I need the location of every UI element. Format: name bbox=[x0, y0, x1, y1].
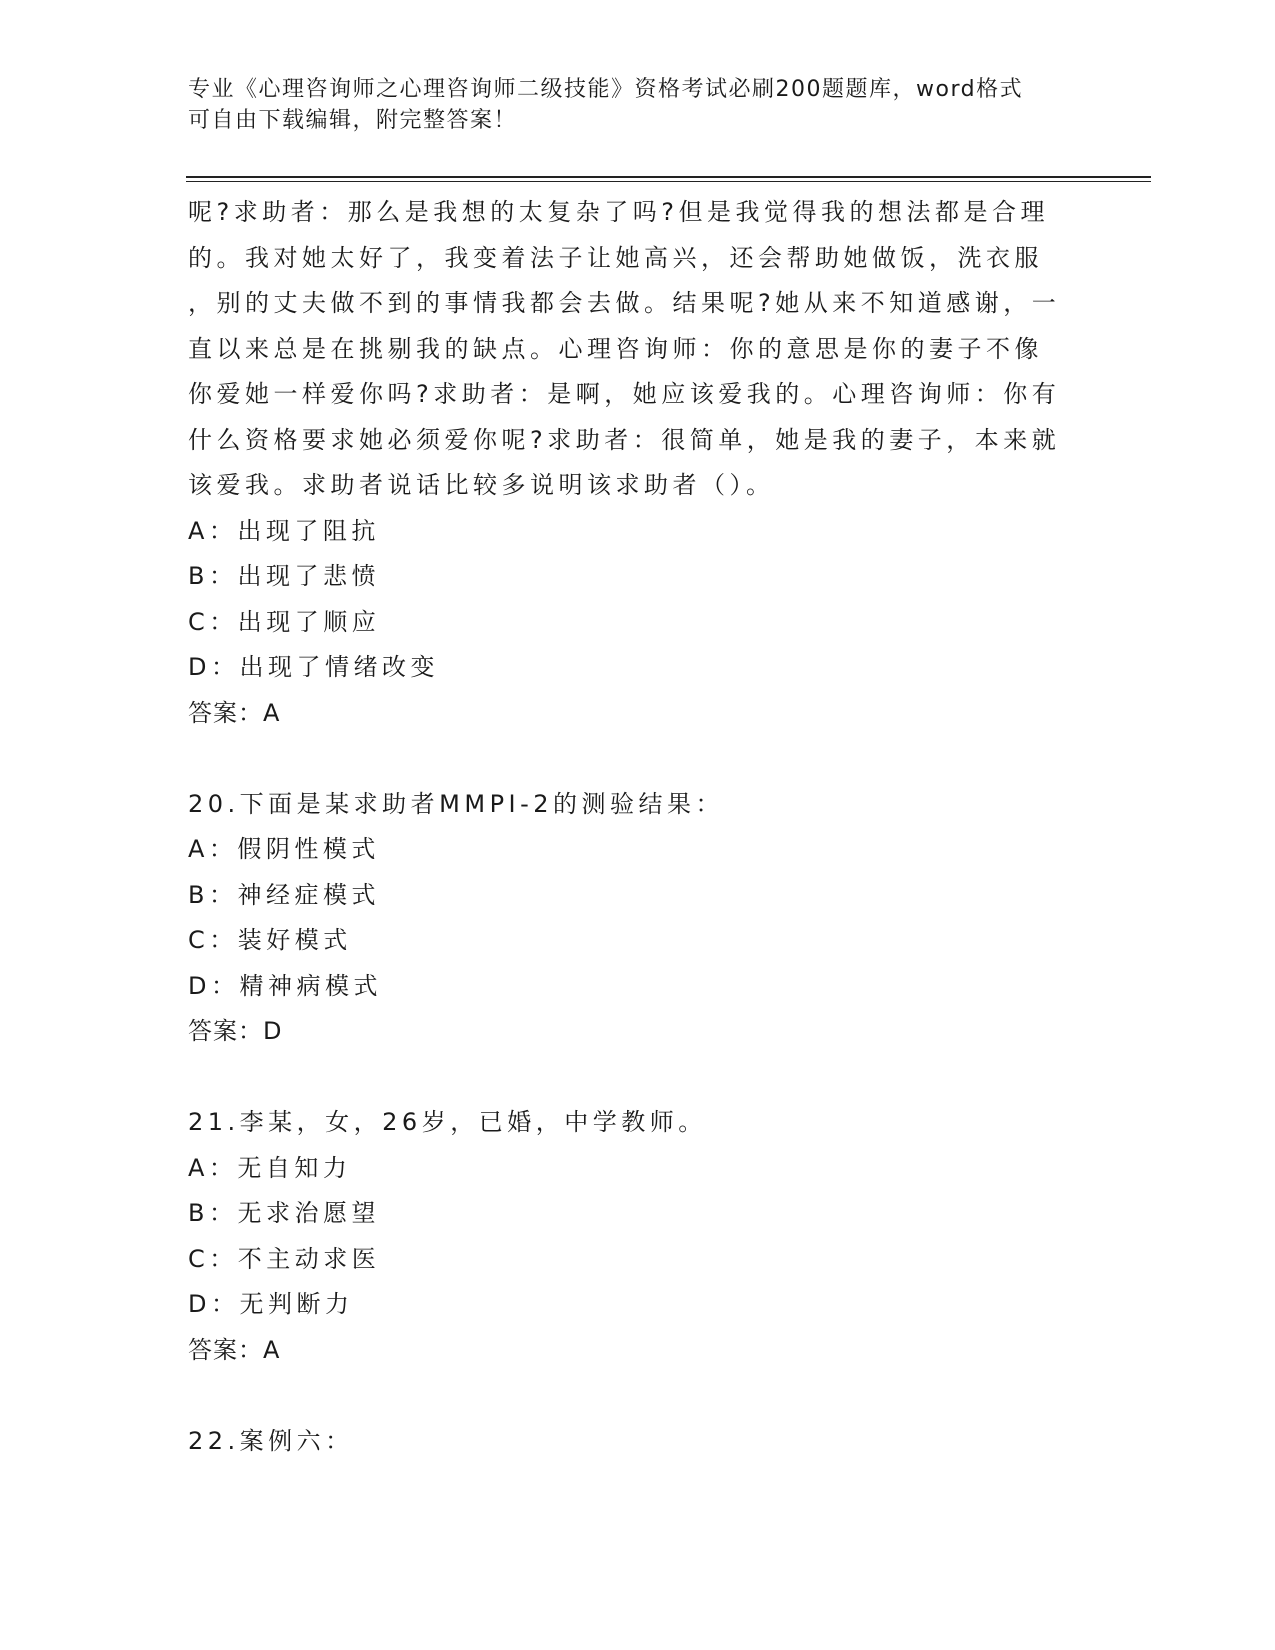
question-text-line: 呢?求助者：那么是我想的太复杂了吗?但是我觉得我的想法都是合理 bbox=[188, 198, 1049, 226]
question-separator bbox=[188, 1055, 1078, 1101]
option-a: A：假阴性模式 bbox=[188, 835, 380, 863]
question-text-line: 的。我对她太好了，我变着法子让她高兴，还会帮助她做饭，洗衣服 bbox=[188, 243, 1043, 272]
question-separator bbox=[188, 1373, 1078, 1419]
question-stem: 20.下面是某求助者MMPI-2的测验结果： bbox=[188, 789, 725, 818]
option-b: B：出现了悲愤 bbox=[188, 562, 380, 590]
option-a: A：出现了阻抗 bbox=[188, 516, 380, 545]
question-separator bbox=[188, 736, 1078, 782]
document-body bbox=[188, 190, 1078, 1464]
option-c: C：不主动求医 bbox=[188, 1244, 381, 1273]
header-title-line-2: 可自由下载编辑，附完整答案！ bbox=[188, 108, 518, 133]
option-d: D：出现了情绪改变 bbox=[188, 653, 439, 681]
question-text-line: 该爱我。求助者说话比较多说明该求助者（）。 bbox=[188, 471, 775, 499]
question-text-line: 什么资格要求她必须爱你呢?求助者：很简单，她是我的妻子，本来就 bbox=[188, 425, 1061, 454]
header-divider-bottom bbox=[186, 181, 1151, 182]
question-stem: 21.李某，女，26岁，已婚，中学教师。 bbox=[188, 1108, 707, 1136]
option-b: B：神经症模式 bbox=[188, 880, 380, 909]
question-21 bbox=[188, 1100, 1078, 1373]
question-text-line: 直以来总是在挑剔我的缺点。心理咨询师：你的意思是你的妻子不像 bbox=[188, 334, 1043, 363]
option-c: C：出现了顺应 bbox=[188, 607, 381, 636]
answer-line: 答案：A bbox=[188, 1335, 281, 1364]
option-a: A：无自知力 bbox=[188, 1153, 352, 1182]
question-stem: 22.案例六： bbox=[188, 1426, 354, 1455]
answer-line: 答案：A bbox=[188, 698, 281, 727]
option-c: C：装好模式 bbox=[188, 926, 352, 954]
header-divider-top bbox=[186, 176, 1151, 178]
option-b: B：无求治愿望 bbox=[188, 1199, 380, 1227]
page-header bbox=[188, 74, 1088, 136]
question-20 bbox=[188, 782, 1078, 1055]
option-d: D：精神病模式 bbox=[188, 971, 382, 1000]
question-text-line: 你爱她一样爱你吗?求助者：是啊，她应该爱我的。心理咨询师：你有 bbox=[188, 380, 1061, 408]
question-22 bbox=[188, 1419, 1078, 1465]
header-title-line-1: 专业《心理咨询师之心理咨询师二级技能》资格考试必刷200题题库，word格式 bbox=[188, 77, 1024, 102]
continued-question bbox=[188, 190, 1078, 736]
answer-line: 答案：D bbox=[188, 1017, 283, 1045]
option-d: D：无判断力 bbox=[188, 1290, 354, 1318]
question-text-line: ，别的丈夫做不到的事情我都会去做。结果呢?她从来不知道感谢，一 bbox=[188, 289, 1061, 317]
